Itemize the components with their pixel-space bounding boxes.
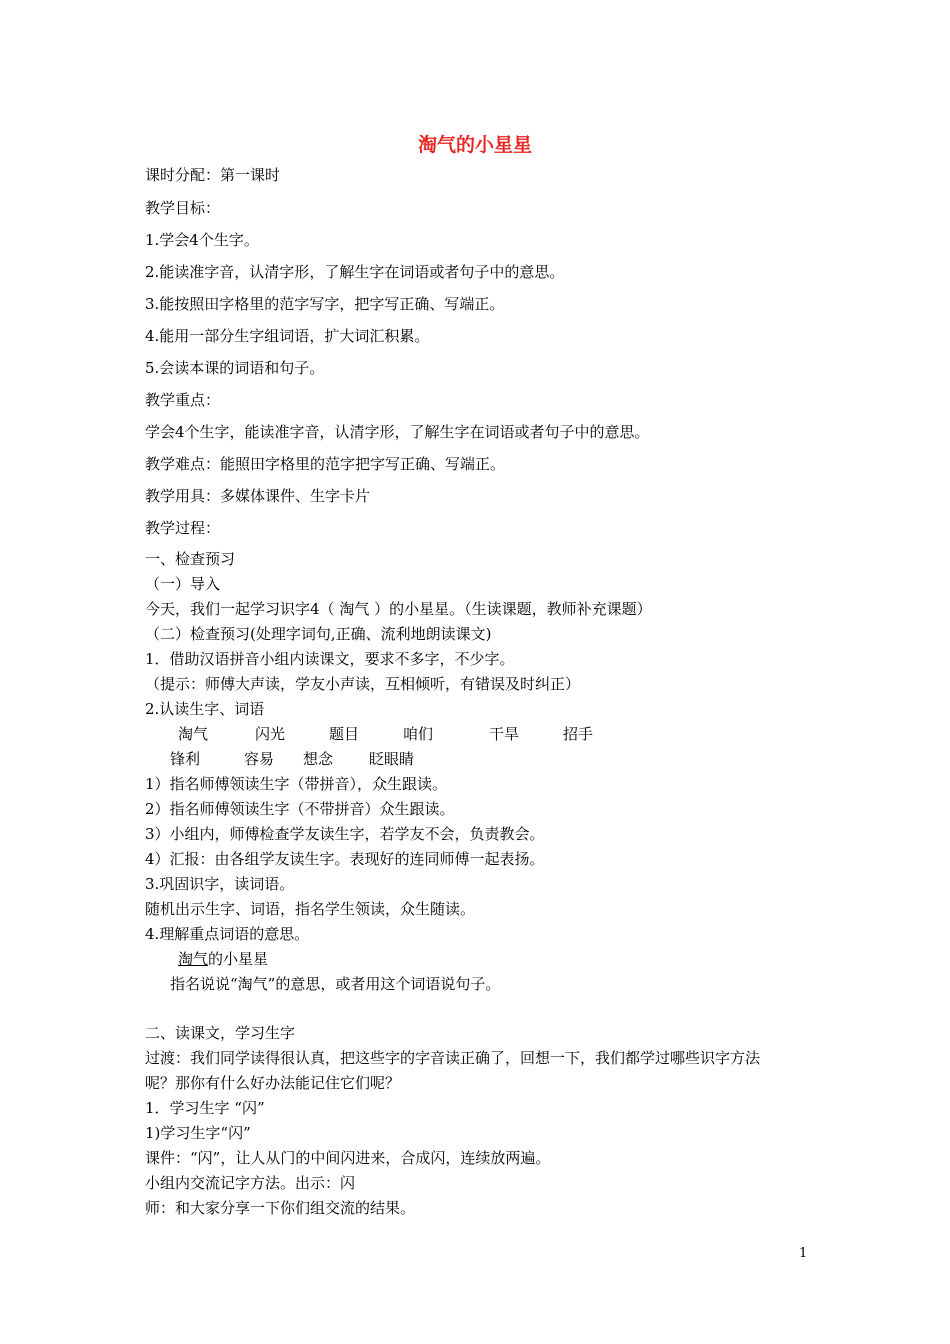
text-line: 淘气的小星星 bbox=[178, 950, 269, 968]
text-line: 一、检查预习 bbox=[145, 550, 236, 568]
text-line: 呢？那你有什么好办法能记住它们呢？ bbox=[145, 1074, 401, 1092]
text-line: 1．借助汉语拼音小组内读课文，要求不多字，不少字。 bbox=[145, 650, 515, 668]
vocab-word: 题目 bbox=[329, 725, 360, 743]
text-line: 4）汇报：由各组学友读生字。表现好的连同师傅一起表扬。 bbox=[145, 850, 545, 868]
text-line: 3.能按照田字格里的范字写字，把字写正确、写端正。 bbox=[145, 295, 505, 313]
page-number: 1 bbox=[799, 1246, 808, 1261]
text-line: 2）指名师傅领读生字（不带拼音）众生跟读。 bbox=[145, 800, 455, 818]
text-line: 1)学习生字“闪” bbox=[145, 1124, 251, 1142]
text-line: 3.巩固识字，读词语。 bbox=[145, 875, 295, 893]
vocab-word: 淘气 bbox=[178, 725, 209, 743]
text-line: 5.会读本课的词语和句子。 bbox=[145, 359, 325, 377]
vocab-word: 闪光 bbox=[255, 725, 286, 743]
text-line: 教学重点： bbox=[145, 391, 221, 409]
text-line: （一）导入 bbox=[145, 575, 221, 593]
text-line: 教学难点：能照田字格里的范字把字写正确、写端正。 bbox=[145, 455, 506, 473]
text-line: 1）指名师傅领读生字（带拼音），众生跟读。 bbox=[145, 775, 448, 793]
text-line: 师：和大家分享一下你们组交流的结果。 bbox=[145, 1199, 416, 1217]
text-line: （提示：师傅大声读，学友小声读，互相倾听，有错误及时纠正） bbox=[145, 675, 581, 693]
text-line: 4.能用一部分生字组词语，扩大词汇积累。 bbox=[145, 327, 430, 345]
vocab-word: 想念 bbox=[303, 750, 334, 768]
text-line: 1.学会4个生字。 bbox=[145, 231, 259, 249]
text-line: 教学过程： bbox=[145, 519, 221, 537]
section-heading: 二、读课文，学习生字 bbox=[145, 1024, 296, 1042]
underlined-word: 淘气 bbox=[178, 950, 209, 968]
text-line: 过渡：我们同学读得很认真，把这些字的字音读正确了，回想一下，我们都学过哪些识字方法 bbox=[145, 1049, 761, 1067]
text-line: 课时分配：第一课时 bbox=[145, 166, 281, 184]
text-line: 随机出示生字、词语，指名学生领读，众生随读。 bbox=[145, 900, 476, 918]
text-line: 今天，我们一起学习识字4（ 淘气 ）的小星星。（生读课题，教师补充课题） bbox=[145, 600, 652, 618]
text-line: 4.理解重点词语的意思。 bbox=[145, 925, 310, 943]
text-line: 教学用具：多媒体课件、生字卡片 bbox=[145, 487, 371, 505]
text-line: 指名说说“淘气”的意思，或者用这个词语说句子。 bbox=[170, 975, 501, 993]
text-line: 3）小组内，师傅检查学友读生字，若学友不会，负责教会。 bbox=[145, 825, 545, 843]
vocab-word: 容易 bbox=[244, 750, 275, 768]
vocab-word: 咱们 bbox=[403, 725, 434, 743]
vocab-word: 招手 bbox=[563, 725, 594, 743]
text-line: 课件：“闪”，让人从门的中间闪进来，合成闪，连续放两遍。 bbox=[145, 1149, 551, 1167]
text-line: （二）检查预习(处理字词句,正确、流利地朗读课文) bbox=[145, 625, 492, 643]
text-line: 1．学习生字 “闪” bbox=[145, 1099, 265, 1117]
document-title: 淘气的小星星 bbox=[417, 134, 532, 156]
text-line: 学会4个生字，能读准字音，认清字形，了解生字在词语或者句子中的意思。 bbox=[145, 423, 650, 441]
vocab-word: 干旱 bbox=[489, 725, 520, 743]
text-line: 2.认读生字、词语 bbox=[145, 700, 265, 718]
vocab-word: 眨眼睛 bbox=[369, 750, 415, 768]
text-line: 教学目标： bbox=[145, 199, 221, 217]
text-line: 小组内交流记字方法。出示：闪 bbox=[145, 1174, 356, 1192]
vocab-word: 锋利 bbox=[170, 750, 201, 768]
text-line: 2.能读准字音，认清字形，了解生字在词语或者句子中的意思。 bbox=[145, 263, 565, 281]
